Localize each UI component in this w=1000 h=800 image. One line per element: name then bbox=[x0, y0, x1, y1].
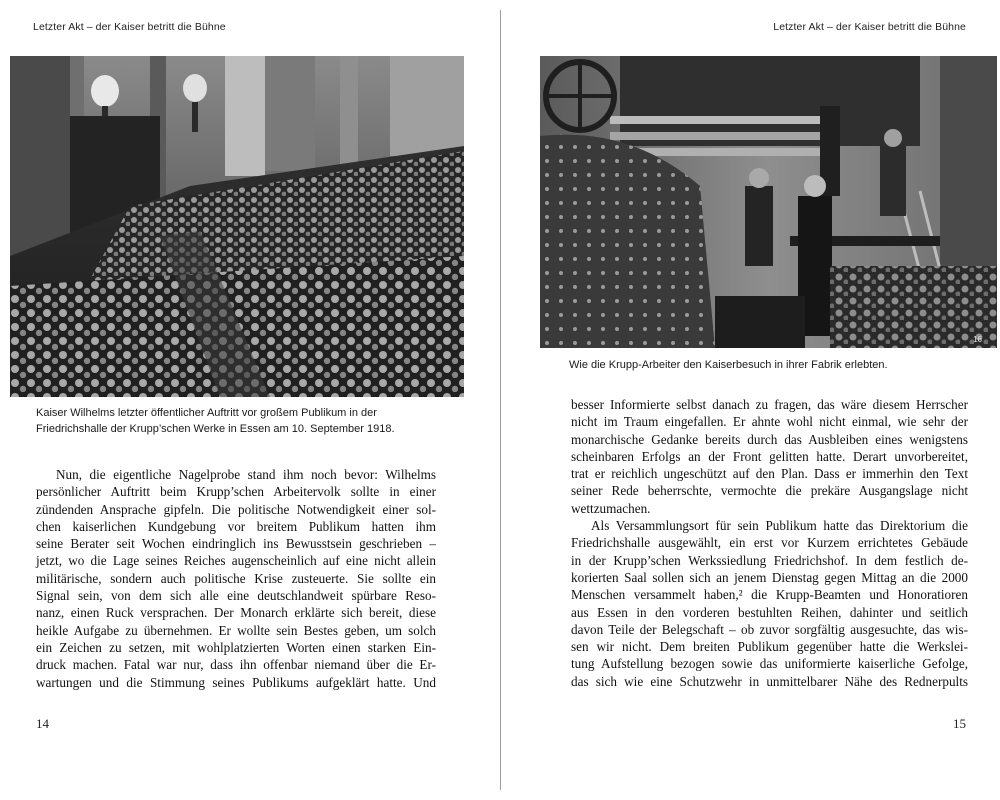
text-line: in der Krupp’schen Werkssiedlung Friedrichshof. In dem festlich de- bbox=[571, 552, 968, 568]
text-line: das sich wie eine Schutzwehr in unmittelbarer Nähe des Rednerpults bbox=[571, 673, 968, 689]
running-head-right: Letzter Akt – der Kaiser betritt die Bühne bbox=[773, 21, 966, 33]
text-line: trat er reichlich ungeschützt auf den Plan. Dass er immerhin den Text bbox=[571, 466, 968, 482]
text-line: nicht im Traum eingefallen. Er ahnte wohl nicht einmal, wie sehr der bbox=[571, 414, 968, 430]
text-line: davon Teile der Belegschaft – ob zuvor sorgfältig ausgesuchte, das wis- bbox=[571, 621, 968, 637]
right-page bbox=[500, 0, 1000, 800]
caption-line: Friedrichshalle der Krupp’schen Werke in Essen am 10. September 1918. bbox=[36, 423, 395, 435]
text-line: chen kaiserlichen Kundgebung vor breitem Publikum hatten ihm bbox=[36, 518, 436, 534]
text-line: Signal sein, von dem sich alle eine deutschlandweit spürbare Reso- bbox=[36, 588, 436, 604]
running-head-left: Letzter Akt – der Kaiser betritt die Bühne bbox=[33, 21, 226, 33]
text-line: aus Essen in den vorderen bestuhlten Reihen, dahinter und seitlich bbox=[571, 604, 968, 620]
text-line: zündenden Ansprache gipfeln. Die politische Notwendigkeit einer sol- bbox=[36, 501, 436, 517]
text-line: scheinbaren Erfolgs an der Front gelitten hatte. Derart unvorbereitet, bbox=[571, 448, 968, 464]
text-line: nanz, einen Ruck versprachen. Der Monarch erklärte sich bereit, diese bbox=[36, 605, 436, 621]
historic-photo-factory-icon bbox=[540, 56, 997, 348]
text-line: wettzumachen. bbox=[571, 500, 651, 516]
text-line: besser Informierte selbst danach zu fragen, das wäre diesem Herrscher bbox=[571, 397, 968, 412]
text-line: monarchische Gedanke bereits durch das Ausbleiben eines wenigstens bbox=[571, 431, 968, 447]
text-line: sen wir nicht. Dem breiten Publikum gegenüber hatte die Werkslei- bbox=[571, 639, 968, 655]
text-line: korierten Saal sollen sich an jenem Dienstag gegen Mittag an die 2000 bbox=[571, 569, 968, 585]
body-text-right bbox=[571, 396, 968, 690]
text-line: wartungen und die Stimmung seines Publikums aufgeklärt hatte. Und bbox=[36, 674, 436, 690]
text-line: persönlicher Auftritt beim Krupp’schen Arbeitervolk sollte in einer bbox=[36, 484, 436, 500]
historic-photo-hall-icon bbox=[10, 56, 464, 397]
photo-caption-right bbox=[569, 357, 999, 373]
text-line: Friedrichshalle ausgewählt, ein erst vor Kurzem errichtetes Gebäude bbox=[571, 535, 968, 551]
caption-line: Kaiser Wilhelms letzter öffentlicher Auftritt vor großem Publikum in der bbox=[36, 407, 377, 419]
text-line: Menschen versammelt haben,² die Krupp-Beamten und Honoratioren bbox=[571, 587, 968, 603]
text-line: seine Berater seit Wochen eindringlich ins Bewusstsein geschrieben – bbox=[36, 536, 436, 552]
text-line: seiner Rede beherrschte, vermochte die prekäre Ausgangslage nicht bbox=[571, 483, 968, 499]
text-line: militärische, sondern auch politische Krise zusteuerte. Sie sollte ein bbox=[36, 570, 436, 586]
text-line: druck machen. Fatal war nur, dass ihn offenbar niemand über die Er- bbox=[36, 657, 436, 673]
photo-number-label: 16 bbox=[973, 335, 982, 344]
text-line: Nun, die eigentliche Nagelprobe stand ihm noch bevor: Wilhelms bbox=[56, 467, 436, 482]
text-line: Als Versammlungsort für sein Publikum hatte das Direktorium die bbox=[591, 518, 968, 534]
text-line: tung Aufstellung bezogen sowie das uniformierte kaiserliche Gefolge, bbox=[571, 656, 968, 672]
photo-caption-left bbox=[36, 405, 466, 437]
text-line: jetzt, wo die Lage seines Reiches augenscheinlich auf eine nicht allein bbox=[36, 553, 436, 569]
caption-line: Wie die Krupp-Arbeiter den Kaiserbesuch in ihrer Fabrik erlebten. bbox=[569, 359, 888, 371]
text-line: heikle Aufgabe zu übernehmen. Er wollte sein Bestes geben, um solch bbox=[36, 622, 436, 638]
photo-hall-assembly bbox=[10, 56, 464, 397]
text-line: ein Zeichen zu setzen, mit wohlplatzierten Worten einen starken Ein- bbox=[36, 639, 436, 655]
page-number-left: 14 bbox=[36, 716, 49, 731]
photo-factory-visit bbox=[540, 56, 997, 348]
page-number-right: 15 bbox=[953, 716, 966, 731]
body-text-left bbox=[36, 466, 436, 691]
